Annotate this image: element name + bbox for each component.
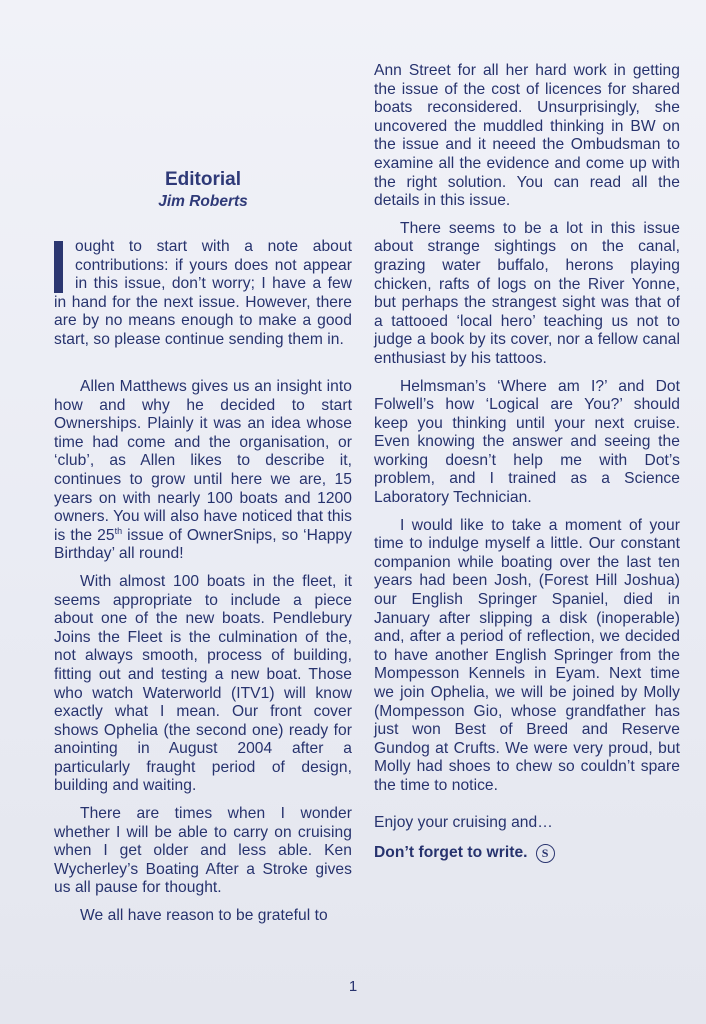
editorial-title: Editorial: [164, 169, 241, 190]
ownerships-logo-icon: S: [536, 844, 555, 863]
lead-paragraph-text: ought to start with a note about contributions: if yours does not appear in this issue, don’t worry; I have a few in hand for the next issue. However, there are by no means enough to make a good start, so please continue sending them in.: [54, 238, 352, 348]
closing-line: [374, 844, 680, 863]
paragraph-puzzles: Helmsman’s ‘Where am I?’ and Dot Folwell’s how ‘Logical are You?’ should keep you thinking until your next cruise. Even knowing the answer and seeing the working doesn’t help me with Dot’s problem, and I trained as a Science Laboratory Technician.: [374, 377, 680, 507]
lead-paragraph: [54, 238, 352, 350]
paragraph-ownerships: [54, 378, 352, 564]
paragraph-stroke: There are times when I wonder whether I will be able to carry on cruising when I get older and less able. Ken Wycherley’s Boating After a Stroke gives us all pause for thought.: [54, 805, 352, 897]
paragraph-ownerships-text: Allen Matthews gives us an insight into how and why he decided to start Ownerships. Plainly it was an idea whose time had come and the organisation, or ‘club’, as Allen likes to describe it, continues to grow until here we are, 15 years on with nearly 100 boats and 1200 owners. You will also have noticed that this is the 25: [54, 378, 352, 544]
editorial-heading: [54, 168, 352, 212]
paragraph-grateful-start: We all have reason to be grateful to: [80, 907, 328, 925]
paragraph-grateful-continued: Ann Street for all her hard work in getting the issue of the cost of licences for shared boats reconsidered. Unsurprisingly, she uncovered the muddled thinking in BW on the issue and it neeed the Ombudsman to examine all the evidence and come up with the right solution. You can read all the details in this issue.: [374, 62, 680, 210]
ordinal-suffix: th: [114, 525, 123, 536]
left-column: [54, 378, 352, 935]
paragraph-strange-sightings: There seems to be a lot in this issue about strange sightings on the canal, grazing water buffalo, herons playing chicken, rafts of logs on the River Yonne, but perhaps the strangest sight was that of a tattooed ‘local hero’ teaching us not to judge a book by its cover, nor a fellow canal enthusiast by his tattoos.: [374, 219, 680, 367]
right-column: [374, 62, 680, 872]
editorial-author: Jim Roberts: [158, 193, 248, 210]
paragraph-molly: I would like to take a moment of your time to indulge myself a little. Our constant companion while boating over the last ten years had been Josh, (Forest Hill Joshua) our English Springer Spaniel, died in January after slipping a disk (inoperable) and, after a period of reflection, we decided to have another English Springer from the Mompesson Kennels in Eyam. Next time we join Ophelia, we will be joined by Molly (Mompesson Gio, whose grandfather has just won Best of Breed and Reserve Gundog at Crufts. We were very proud, but Molly had shoes to chew so couldn’t spare the time to notice.: [374, 516, 680, 794]
paragraph-ownerships-end: issue of OwnerSnips, so ‘Happy Birthday’ all round!: [54, 526, 352, 563]
lead-paragraph-block: [54, 238, 352, 359]
paragraph-new-boats: With almost 100 boats in the fleet, it seems appropriate to include a piece about one of the new boats. Pendlebury Joins the Fleet is the culmination of the, not always smooth, process of building, fitting out and testing a new boat. Those who watch Waterworld (ITV1) will know exactly what I mean. Our front cover shows Ophelia (the second one) ready for anointing in August 2004 after a particularly fraught period of design, building and waiting.: [54, 572, 352, 795]
signoff-line: Enjoy your cruising and…: [374, 813, 553, 831]
page-number: 1: [348, 978, 358, 995]
closing-text: Don’t forget to write.: [374, 844, 528, 862]
drop-cap-i: [54, 241, 63, 293]
